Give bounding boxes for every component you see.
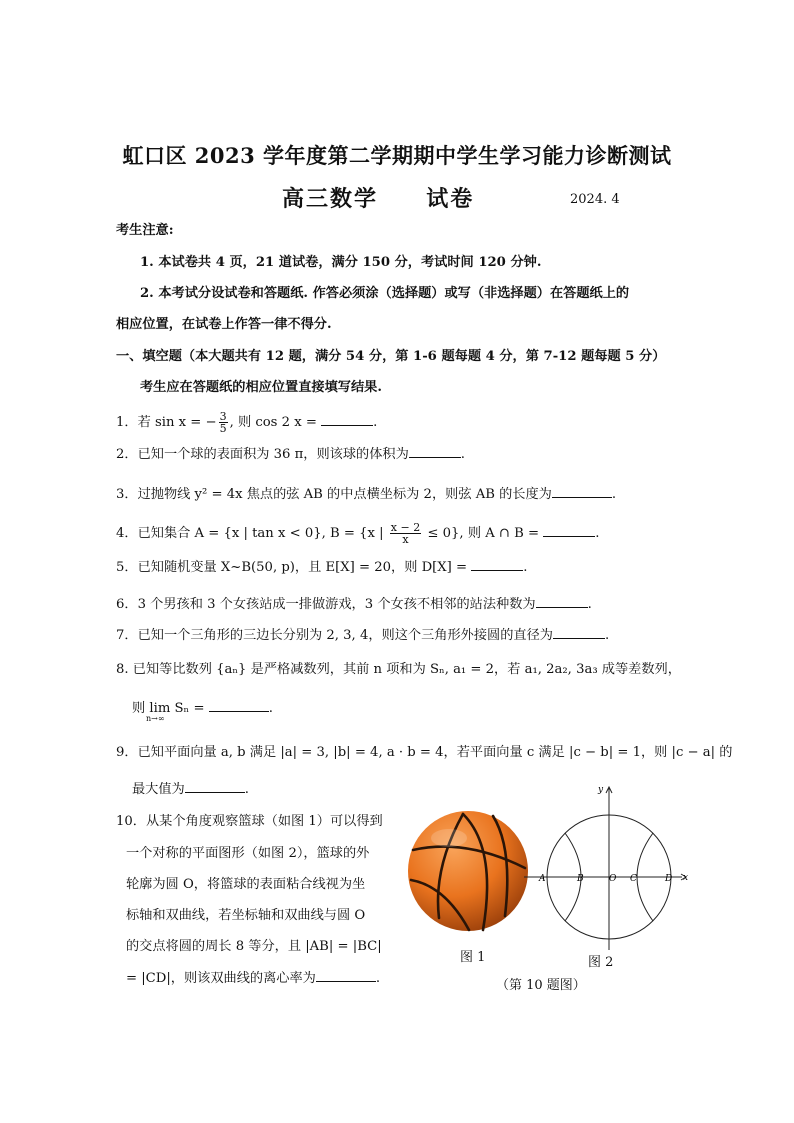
q8-limit-text: 则 lim Sₙ =	[132, 701, 209, 716]
section-1-instruction: 考生应在答题纸的相应位置直接填写结果.	[140, 380, 382, 395]
question-1	[116, 411, 377, 434]
q3-text: 3．过抛物线 y² = 4x 焦点的弦 AB 的中点横坐标为 2，则弦 AB 的长度为	[116, 487, 552, 502]
question-2	[116, 445, 465, 464]
question-9-line-2	[132, 780, 249, 799]
notice-item-2a: 2. 本考试分设试卷和答题纸. 作答必须涂（选择题）或写（非选择题）在答题纸上的	[140, 286, 630, 301]
q8-end: .	[268, 701, 273, 716]
answer-blank-3[interactable]	[552, 485, 612, 498]
q2-text: 2．已知一个球的表面积为 36 π，则该球的体积为	[116, 447, 409, 462]
label-c: C	[630, 874, 637, 884]
label-x: x	[683, 873, 689, 883]
notice-item-2b: 相应位置，在试卷上作答一律不得分.	[116, 317, 332, 332]
figure-2-caption: 图 2	[588, 955, 614, 970]
question-3	[116, 485, 616, 504]
basketball-figure	[405, 808, 531, 934]
figure-group-caption: （第 10 题图）	[496, 978, 586, 993]
ball-highlight	[431, 829, 467, 847]
answer-blank-8[interactable]	[209, 699, 269, 712]
question-5	[116, 558, 527, 577]
label-y: y	[598, 785, 604, 795]
exam-title: 虹口区 2023 学年度第二学期期中学生学习能力诊断测试	[122, 143, 672, 168]
question-10-line-4: 标轴和双曲线，若坐标轴和双曲线与圆 O	[126, 908, 366, 923]
q1-text-post: , 则 cos 2 x =	[229, 415, 322, 430]
answer-blank-1[interactable]	[321, 413, 373, 426]
basketball-body	[408, 811, 528, 931]
q5-end: .	[523, 560, 528, 575]
q4-text-pre: 4．已知集合 A = {x | tan x < 0}, B = {x |	[116, 526, 388, 541]
question-4	[116, 522, 599, 545]
notice-item-1: 1. 本试卷共 4 页，21 道试卷，满分 150 分，考试时间 120 分钟.	[140, 255, 542, 270]
answer-blank-10[interactable]	[316, 969, 376, 982]
label-b: B	[577, 874, 584, 884]
answer-blank-5[interactable]	[471, 558, 523, 571]
exam-date: 2024. 4	[570, 192, 620, 207]
question-9-line-1: 9．已知平面向量 a, b 满足 |a| = 3, |b| = 4, a · b = 4，若平面向量 c 满足 |c − b| = 1，则 |c − a| 的	[116, 745, 733, 760]
q1-fraction	[219, 411, 228, 434]
q7-end: .	[604, 628, 610, 643]
question-10-line-3: 轮廓为圆 O，将篮球的表面粘合线视为坐	[126, 877, 366, 892]
q4-end: .	[595, 526, 600, 541]
answer-blank-4[interactable]	[543, 524, 595, 537]
question-8-line-1: 8. 已知等比数列 {aₙ} 是严格减数列，其前 n 项和为 Sₙ, a₁ = 2，若 a₁, 2a₂, 3a₃ 成等差数列，	[116, 662, 681, 677]
q10-text-6: = |CD|，则该双曲线的离心率为	[126, 971, 316, 986]
exam-subtitle: 高三数学 试卷	[282, 186, 475, 212]
label-o: O	[609, 874, 617, 884]
figure-1-caption: 图 1	[460, 950, 486, 965]
q6-end: .	[587, 597, 592, 612]
question-7	[116, 626, 609, 645]
q10-end: .	[375, 971, 381, 986]
q7-text: 7．已知一个三角形的三边长分别为 2, 3, 4，则这个三角形外接圆的直径为	[116, 628, 553, 643]
q1-end: .	[373, 415, 378, 430]
question-6	[116, 595, 592, 614]
answer-blank-2[interactable]	[409, 445, 461, 458]
answer-blank-9[interactable]	[185, 780, 245, 793]
q6-text: 6．3 个男孩和 3 个女孩站成一排做游戏，3 个女孩不相邻的站法种数为	[116, 597, 536, 612]
label-a: A	[539, 874, 546, 884]
section-1-heading: 一、填空题（本大题共有 12 题，满分 54 分，第 1-6 题每题 4 分，第 7-12 题每题 5 分）	[116, 349, 666, 364]
q4-fraction	[390, 522, 421, 545]
question-10-line-5: 的交点将圆的周长 8 等分，且 |AB| = |BC|	[126, 939, 382, 954]
q8-limit-subscript: n→∞	[146, 714, 165, 723]
answer-blank-6[interactable]	[536, 595, 588, 608]
label-d: D	[665, 874, 673, 884]
q2-end: .	[460, 447, 465, 462]
question-10-line-2: 一个对称的平面图形（如图 2），篮球的外	[126, 846, 370, 861]
q5-text: 5．已知随机变量 X~B(50, p)，且 E[X] = 20，则 D[X] =	[116, 560, 472, 575]
q1-frac-den: 5	[219, 422, 227, 435]
q4-frac-den: x	[402, 533, 409, 546]
question-10-line-1: 10．从某个角度观察篮球（如图 1）可以得到	[116, 814, 383, 829]
q9-text-2: 最大值为	[132, 782, 185, 797]
q4-text-post: ≤ 0}, 则 A ∩ B =	[423, 526, 544, 541]
q4-frac-num: x − 2	[390, 521, 421, 534]
q1-text-pre: 1．若 sin x = −	[116, 415, 217, 430]
hyperbola-figure	[520, 780, 700, 950]
answer-blank-7[interactable]	[553, 626, 605, 639]
q3-end: .	[611, 487, 617, 502]
q1-frac-num: 3	[219, 410, 227, 423]
q9-end: .	[244, 782, 249, 797]
notice-heading: 考生注意:	[116, 223, 174, 238]
question-10-line-6	[126, 969, 380, 988]
